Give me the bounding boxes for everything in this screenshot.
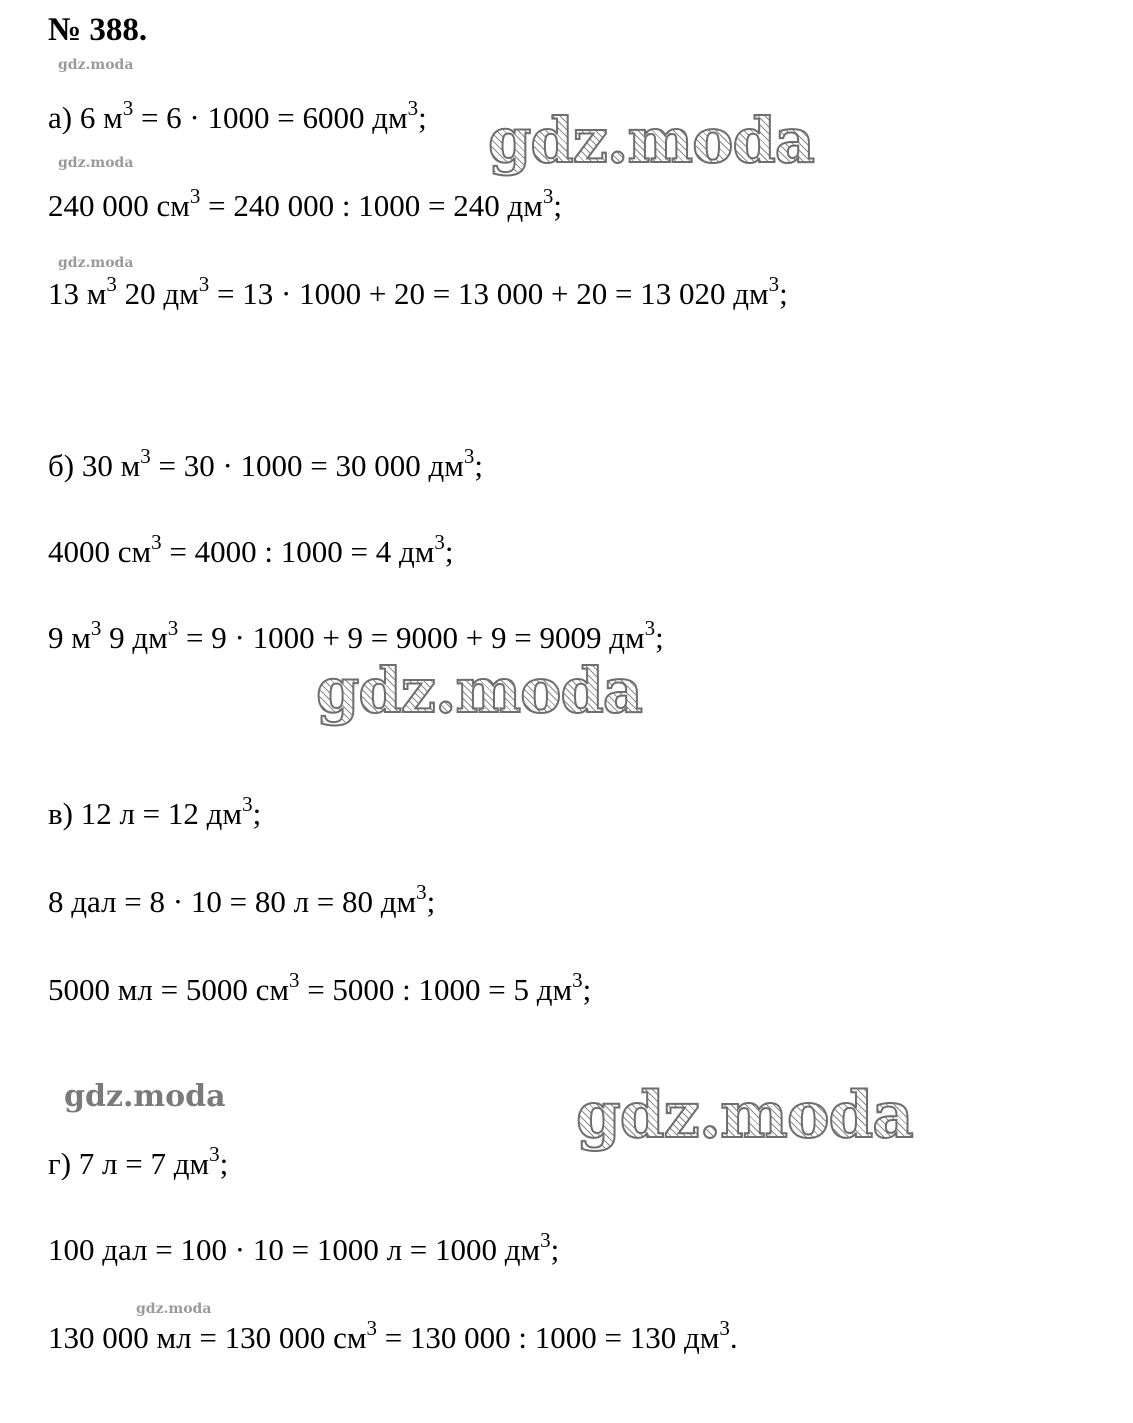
solution-line-g3: 130 000 мл = 130 000 $см^3 = 130$ 000 : 1000 = 130 $дм^3$. [48,1316,738,1355]
watermark-large: gdz.moda [316,654,642,727]
solution-line-v2: 8 дал = 8 · 10 = 80 л = 80 $дм^3$; [48,880,436,919]
solution-line-b2: 4000 $см^3 = 4000$ : 1000 = 4 $дм^3$; [48,530,454,569]
solution-line-g2: 100 дал = 100 · 10 = 1000 л = 1000 $дм^3$; [48,1228,560,1267]
watermark-large: gdz.moda [488,104,814,177]
solution-line-v1: в) 12 л = 12 $дм^3$; [48,792,262,831]
exercise-number: № 388. [48,12,148,48]
watermark-small: gdz.moda [58,57,134,73]
watermark-large: gdz.moda [576,1078,913,1153]
solution-line-a2: 240 000 $см^3 = 240$ 000 : 1000 = 240 $дм^3$; [48,184,562,223]
watermark-medium: gdz.moda [64,1079,226,1114]
solution-line-g1: г) 7 л = 7 $дм^3$; [48,1142,229,1181]
watermark-small: gdz.moda [58,255,134,271]
solution-line-b3: 9 $м^3$ 9 $дм^3 = 9 \cdot 1000 + 9 = 9000 + 9 = 9009$ $дм^3$; [48,616,664,655]
solution-line-v3: 5000 мл = 5000 $см^3 = 5000$ : 1000 = 5 $дм^3$; [48,968,592,1007]
solution-line-a1: а) 6 $м^3 = 6 \cdot 1000 = 6000$ $дм^3$; [48,96,427,135]
watermark-small: gdz.moda [58,155,134,171]
watermark-small: gdz.moda [136,1301,212,1317]
solution-line-b1: б) 30 $м^3 = 30 \cdot 1000 = 30$ 000 $дм^3$; [48,444,484,483]
solution-line-a3: 13 $м^3$ 20 $дм^3 = 13 \cdot 1000 + 20 = 13$ 000 + 20 = 13 020 $дм^3$; [48,272,788,311]
